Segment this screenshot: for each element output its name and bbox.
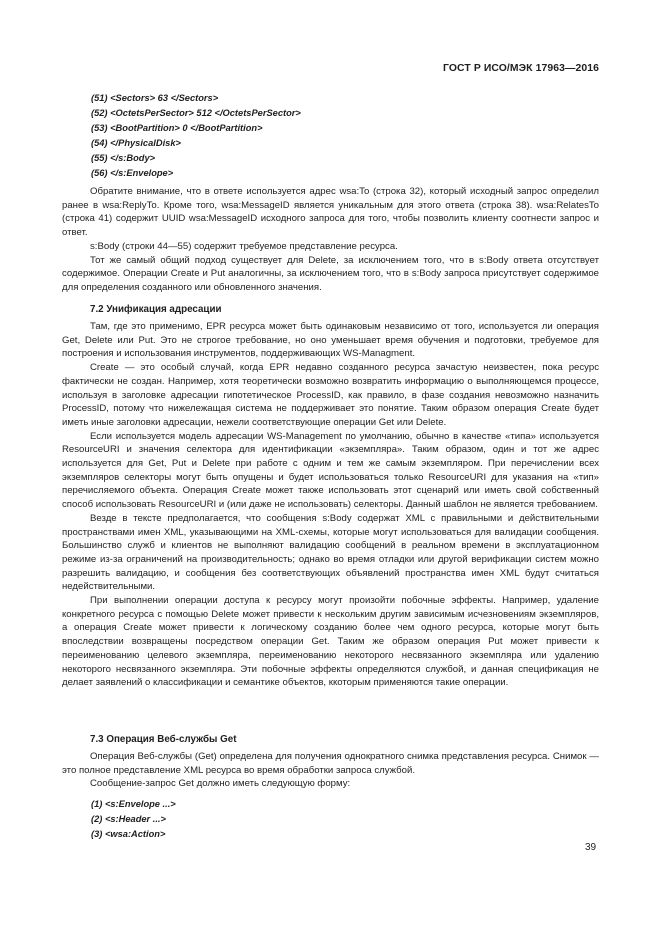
paragraph: При выполнении операции доступа к ресурсу могут произойти побочные эффекты. Например, удаление конкретного ресурса с помощью Delete может привести к нескольким другим зависимым исчезновениям экземпляров, а операция Create может привести к логическому созданию более чем одного ресурса, которые могут быть впоследствии возвращены посредством операции Get. Таким же образом операция Put может привести к переименованию целевого экземпляра, переименованию некоторого несвязанного экземпляра или удалению некоторого несвязанного экземпляра. Эти побочные эффекты определяются службой, и данная спецификация не делает заявлений о классификации и семантике объектов, ккоторым применяются такие операции. [62,595,599,689]
code-line: (51) <Sectors> 63 </Sectors> [91,93,219,103]
paragraph: Везде в тексте предполагается, что сообщения s:Body содержат XML с правильными и действительными пространствами имен XML, указывающими на XML-схемы, которые могут использоваться для валидации сообщения. Большинство служб и клиентов не выполняют валидацию сообщений в реальном времени в эксплуатационном режиме из-за ограничений на производительность; однако во время отладки или другой верификации систем можно разрешить валидацию, и сообщения без соответствующих объявлений пространства имен XML будут считаться недействительными. [62,512,599,593]
paragraph: Обратите внимание, что в ответе используется адрес wsa:To (строка 32), который исходный запрос определил ранее в wsa:ReplyTo. Кроме того, wsa:MessageID является уникальным для этого ответа (строка 38). wsa:RelatesTo (строка 41) содержит UUID wsa:MessageID исходного запроса для того, чтобы позволить клиенту соотнести запрос и ответ. [62,186,599,239]
code-line: (2) <s:Header ...> [91,814,166,824]
paragraph: Create — это особый случай, когда EPR недавно созданного ресурса зачастую неизвестен, пока ресурс фактически не создан. Например, хотя теоретически возможно возвратить информацию о выполняющемся процессе, используя в заголовке адресации гипотетическое ProcessID, как правило, в фазе создания невозможно назначить ProcessID, потому что нижележащая система не поддерживает это понятие. Таким образом операция Create будет иметь иные заголовки адресации, нежели соответствующие операции Get или Delete. [62,362,599,428]
code-line: (1) <s:Envelope ...> [91,799,176,809]
paragraph: Сообщение-запрос Get должно иметь следующую форму: [90,778,351,790]
paragraph: Там, где это применимо, EPR ресурса может быть одинаковым независимо от того, используется ли операция Get, Delete или Put. Это не строгое требование, но оно уменьшает время обучения и подготовки, требуемое для построения и использования инструментов, поддерживающих WS-Managment. [62,321,599,360]
section-7-2-body [62,320,599,690]
paragraph: Тот же самый общий подход существует для Delete, за исключением того, что в s:Body ответа отсутствует содержимое. Операции Create и Put аналогичны, за исключением того, что в s:Body запроса присутствует содержимое для определения созданного или обновленного значения. [62,254,599,293]
standard-header: ГОСТ Р ИСО/МЭК 17963—2016 [443,63,599,74]
page-number: 39 [585,842,597,853]
section-heading-7-3: 7.3 Операция Веб-службы Get [90,734,237,745]
code-line: (54) </PhysicalDisk> [91,138,181,148]
paragraph: Если используется модель адресации WS-Management по умолчанию, обычно в качестве «типа» используется ResourceURI и значения селектора для идентификации «экземпляра». Таким образом, один и тот же адрес используется для Get, Put и Delete при работе с одним и тем же самым экземпляром. При перечислении всех экземпляров селекторы могут быть опущены и будет использоваться только ResourceURI для указания на «тип» перечисляемого объекта. Операция Create может также использовать этот сценарий или иметь свой собственный способ использовать ResourceURI и (или даже не использовать) селекторы. Данный шаблон не является требованием. [62,430,599,511]
code-line: (3) <wsa:Action> [91,829,166,839]
intro-text-block [62,185,599,295]
paragraph: s:Body (строки 44—55) содержит требуемое представление ресурса. [90,240,398,252]
code-line: (55) </s:Body> [91,153,156,163]
section-7-3-body [62,750,599,791]
code-line: (56) </s:Envelope> [91,168,174,178]
section-heading-7-2: 7.2 Унификация адресации [90,304,222,315]
code-line: (53) <BootPartition> 0 </BootPartition> [91,123,263,133]
code-line: (52) <OctetsPerSector> 512 </OctetsPerSector> [91,108,301,118]
paragraph: Операция Веб-службы (Get) определена для получения однократного снимка представления ресурса. Снимок — это полное представление XML ресурса во время обработки запроса службой. [62,751,599,776]
